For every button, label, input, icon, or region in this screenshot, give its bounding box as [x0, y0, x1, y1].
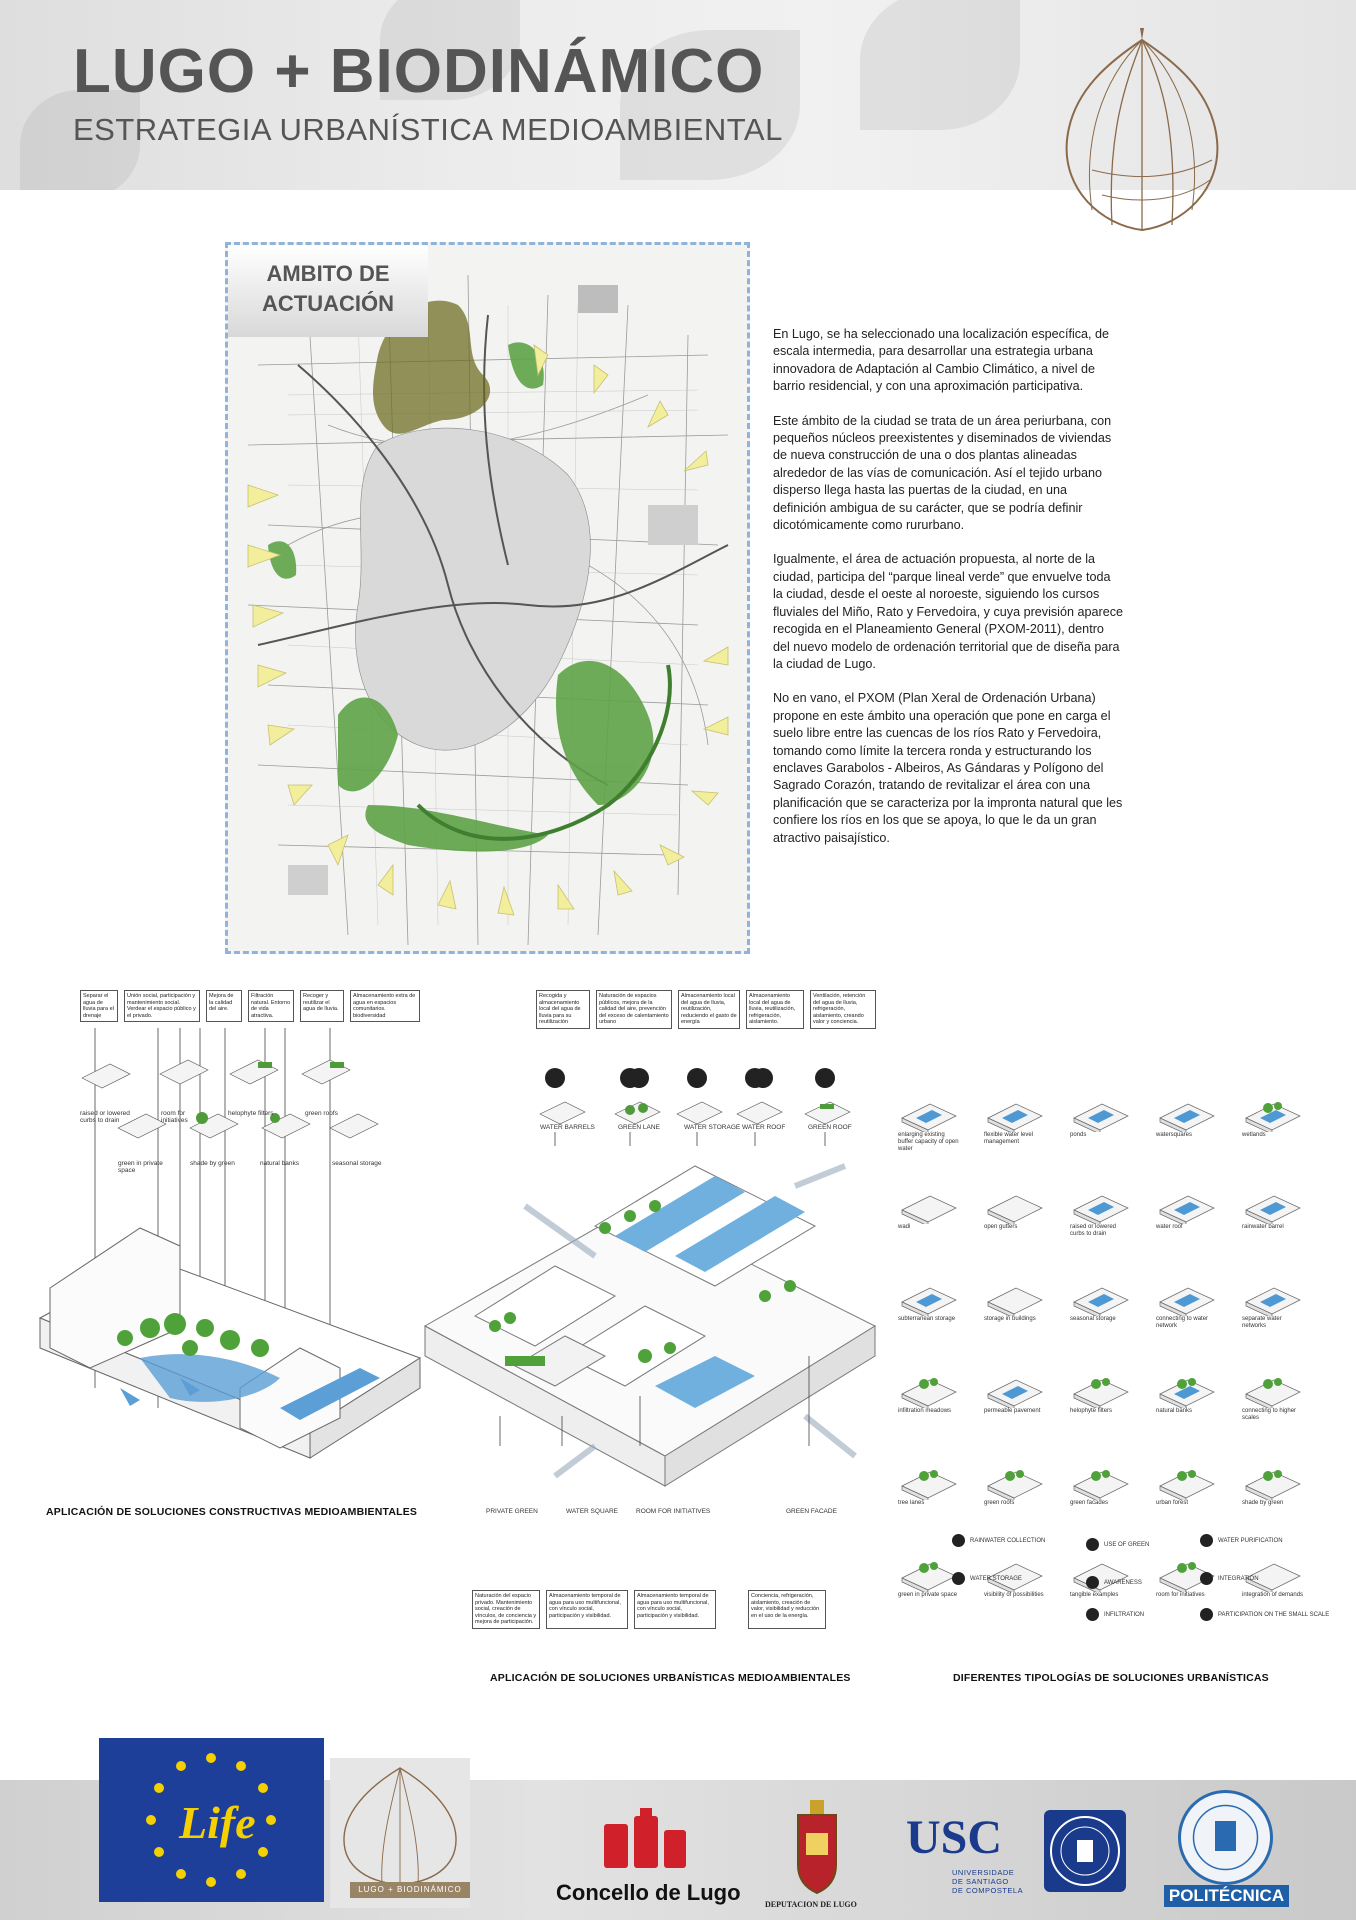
typology-tile [1070, 1272, 1132, 1334]
legend-item: USE OF GREEN [1086, 1538, 1149, 1551]
diagram-label: GREEN LANE [618, 1124, 660, 1131]
map-label-line2: ACTUACIÓN [262, 291, 394, 316]
diagram-label: GREEN FACADE [786, 1508, 837, 1515]
typology-tile [898, 1180, 960, 1242]
typology-illustration-icon [984, 1180, 1046, 1224]
typology-illustration-icon [898, 1548, 960, 1592]
typology-label: ponds [1070, 1132, 1087, 1138]
typology-tile [1070, 1088, 1132, 1150]
diagram-label: ROOM FOR INITIATIVES [636, 1508, 711, 1515]
typology-illustration-icon [1070, 1456, 1132, 1500]
map-label-line1: AMBITO DE [266, 261, 390, 286]
diagram-label: WATER ROOF [742, 1124, 786, 1131]
typology-label: shade by green [1242, 1500, 1284, 1506]
callout: Mejora de la calidad del aire. [206, 990, 242, 1022]
legend-item: AWARENESS [1086, 1576, 1142, 1589]
typology-illustration-icon [984, 1088, 1046, 1132]
typology-tile [984, 1088, 1046, 1150]
typology-tile [1156, 1088, 1218, 1150]
typology-label: flexible water level management [984, 1132, 1034, 1145]
diagram-label: natural banks [260, 1160, 300, 1167]
typology-label: connecting to higher scales [1242, 1408, 1297, 1421]
eu-life-logo [99, 1738, 324, 1902]
typology-label: wadi [898, 1224, 911, 1230]
typology-label: open gutters [984, 1224, 1018, 1230]
paragraph: No en vano, el PXOM (Plan Xeral de Ordenación Urbana) propone en este ámbito una operación que pone en carga el suelo libre entre las cuencas de los ríos Rato y Fervedoira, tomando como límite la tercera ronda y estructurando los enclaves Garabolos - Albeiros, As Gándaras y Polígono del Sagrado Corazón, tratando de revitalizar el área con una planificación que se caracteriza por la impronta natural que les confiere los ríos en los que se apoya, lo que le da un gran atractivo paisajístico. [773, 691, 1123, 845]
legend-item: WATER PURIFICATION [1200, 1534, 1283, 1547]
typology-tile [1156, 1456, 1218, 1518]
diagram-label: green in private space [118, 1160, 163, 1174]
page-subtitle: ESTRATEGIA URBANÍSTICA MEDIOAMBIENTAL [73, 112, 783, 147]
typology-label: enlarging existing buffer capacity of open water [898, 1132, 959, 1152]
upm-logo-text: POLITÉCNICA [1164, 1885, 1289, 1907]
typology-tile [1156, 1364, 1218, 1426]
typology-tile [1070, 1364, 1132, 1426]
callout: Almacenamiento temporal de agua para uso multifuncional, con vínculo social, participación y visibilidad. [634, 1590, 716, 1629]
typology-illustration-icon [984, 1456, 1046, 1500]
typology-illustration-icon [984, 1548, 1046, 1592]
callout: Recoger y reutilizar el agua de lluvia. [300, 990, 344, 1022]
typology-illustration-icon [1156, 1272, 1218, 1316]
callout: Unión social, participación y mantenimiento social. Verdear el espacio público y el privado. [124, 990, 200, 1022]
typology-illustration-icon [1070, 1272, 1132, 1316]
callout: Conciencia, refrigeración, aislamiento, creación de valor, visibilidad y reducción en el uso de la energía. [748, 1590, 826, 1629]
diagram-label: GREEN ROOF [808, 1124, 852, 1131]
callout: Almacenamiento temporal de agua para uso multifuncional, con vínculo social, participación y visibilidad. [546, 1590, 628, 1629]
typology-label: seasonal storage [1070, 1316, 1116, 1322]
callout: Separar el agua de lluvia para el drenaje [80, 990, 118, 1022]
typology-tile [898, 1456, 960, 1518]
typology-label: storage in buildings [984, 1316, 1036, 1322]
typology-illustration-icon [898, 1088, 960, 1132]
typology-tile [1242, 1456, 1304, 1518]
page-title: LUGO + BIODINÁMICO [73, 37, 765, 106]
concello-logo-icon [600, 1808, 690, 1870]
left-callouts [80, 990, 420, 1022]
paragraph: En Lugo, se ha seleccionado una localización específica, de escala intermedia, para desarrollar una estrategia urbana innovadora de Adaptación al Cambio Climático, a nivel de barrio residencial, y con una aproximación participativa. [773, 327, 1110, 394]
typology-illustration-icon [1156, 1180, 1218, 1224]
typology-illustration-icon [1156, 1456, 1218, 1500]
typology-illustration-icon [1070, 1088, 1132, 1132]
typology-illustration-icon [1242, 1180, 1304, 1224]
typology-tile [984, 1272, 1046, 1334]
typology-illustration-icon [1242, 1548, 1304, 1592]
usc-seal-icon [1044, 1810, 1126, 1892]
leaf-decoration [860, 0, 1020, 130]
typology-tile [1242, 1272, 1304, 1334]
typology-label: separate water networks [1242, 1316, 1282, 1329]
typology-tile [984, 1180, 1046, 1242]
middle-bottom-callouts [472, 1590, 826, 1629]
typology-tile [1070, 1180, 1132, 1242]
legend-item: PARTICIPATION ON THE SMALL SCALE [1200, 1608, 1329, 1621]
diagram-label: WATER BARRELS [540, 1124, 595, 1131]
typology-illustration-icon [1242, 1088, 1304, 1132]
diagram-label: seasonal storage [332, 1160, 382, 1167]
typology-label: green facades [1070, 1500, 1109, 1506]
diagram-label: helophyte filters [228, 1110, 274, 1117]
typology-label: green roofs [984, 1500, 1015, 1506]
typology-label: urban forest [1156, 1500, 1189, 1506]
typology-illustration-icon [1070, 1364, 1132, 1408]
site-map [225, 242, 750, 954]
callout: Almacenamiento local del agua de lluvia, reutilización, refrigeración, aislamiento. [746, 990, 804, 1029]
onion-icon [330, 1758, 470, 1888]
usc-logo-subtitle: UNIVERSIDADE DE SANTIAGO DE COMPOSTELA [952, 1868, 1024, 1895]
deputacion-logo-text: DEPUTACION DE LUGO [765, 1900, 857, 1909]
callout: Almacenamiento extra de agua en espacios comunitarios. biodiversidad [350, 990, 420, 1022]
paragraph: Este ámbito de la ciudad se trata de un área periurbana, con pequeños núcleos preexistentes y diseminados de viviendas de nueva construcción de una o dos plantas alineadas alrededor de las vías de comunicación. Así el tejido urbano disperso llega hasta las puertas de la ciudad, en una definición ambigua de su carácter, que se podría definir dicotómicamente como rururbano. [773, 413, 1112, 533]
typology-label: green in private space [898, 1592, 958, 1598]
caption-right: DIFERENTES TIPOLOGÍAS DE SOLUCIONES URBANÍSTICAS [953, 1672, 1269, 1684]
typology-illustration-icon [898, 1456, 960, 1500]
typology-label: visibility of possibilities [984, 1592, 1044, 1598]
upm-seal-icon [1178, 1790, 1273, 1885]
deputacion-coat-of-arms-icon [788, 1795, 846, 1895]
legend-item: RAINWATER COLLECTION [952, 1534, 1045, 1547]
concello-logo-text: Concello de Lugo [556, 1880, 741, 1905]
typology-label: rainwater barrel [1242, 1224, 1284, 1230]
diagram-label: WATER SQUARE [566, 1508, 619, 1515]
typology-label: raised or lowered curbs to drain [1070, 1224, 1117, 1237]
typology-tile [1070, 1456, 1132, 1518]
typology-label: water roof [1156, 1224, 1183, 1230]
callout: Filtración natural. Entorno de vida atractiva. [248, 990, 294, 1022]
typology-tile [1242, 1364, 1304, 1426]
body-text [773, 326, 1123, 864]
typology-label: tangible examples [1070, 1592, 1119, 1598]
callout: Naturación del espacio privado. Mantenimiento social, creación de vínculos, de conciencia y mejora de participación. [472, 1590, 540, 1629]
typology-tile [898, 1088, 960, 1150]
paragraph: Igualmente, el área de actuación propuesta, al norte de la ciudad, participa del “parque lineal verde” que envuelve toda la ciudad, desde el oeste al noroeste, siguiendo los cursos fluviales del Miño, Rato y Fervedoira, y cuya previsión aparece recogida en el Planeamiento General (PXOM-2011), dentro del nuevo modelo de ordenación territorial que de diseña para la ciudad de Lugo. [773, 552, 1123, 671]
typology-illustration-icon [898, 1364, 960, 1408]
diagram-label: room for initiatives [161, 1110, 188, 1124]
diagram-label: green roofs [305, 1110, 338, 1117]
typology-label: integration of demands [1242, 1592, 1304, 1598]
callout: Ventilación, retención del agua de lluvia, refrigeración, aislamiento, creando valor y conciencia. [810, 990, 876, 1029]
typology-tile [1242, 1088, 1304, 1150]
callout: Almacenamiento local del agua de lluvia, reutilización, reduciendo el gasto de energía [678, 990, 740, 1029]
typology-illustration-icon [1070, 1180, 1132, 1224]
typology-label: connecting to water network [1156, 1316, 1209, 1329]
callout: Recogida y almacenamiento local del agua de lluvia para su reutilización [536, 990, 590, 1029]
typology-label: subterranean storage [898, 1316, 956, 1322]
typology-illustration-icon [1156, 1364, 1218, 1408]
typology-illustration-icon [1156, 1548, 1218, 1592]
typology-illustration-icon [984, 1272, 1046, 1316]
typology-label: natural banks [1156, 1408, 1193, 1414]
typology-illustration-icon [1242, 1456, 1304, 1500]
typology-illustration-icon [1156, 1088, 1218, 1132]
city-map-graphic [228, 245, 750, 954]
onion-icon [1052, 20, 1232, 250]
typology-tile [984, 1364, 1046, 1426]
typology-tile [1242, 1180, 1304, 1242]
typology-label: tree lanes [898, 1500, 925, 1506]
diagram-label: WATER STORAGE [684, 1124, 741, 1131]
life-text: Life [179, 1797, 256, 1848]
legend-item: INFILTRATION [1086, 1608, 1144, 1621]
callout: Naturación de espacios públicos, mejora de la calidad del aire, prevención del exceso de calentamiento urbano [596, 990, 672, 1029]
typology-illustration-icon [1242, 1272, 1304, 1316]
diagram-label: PRIVATE GREEN [486, 1508, 538, 1515]
legend-item: INTEGRATION [1200, 1572, 1259, 1585]
diagram-label: shade by green [190, 1160, 235, 1167]
typology-tile [984, 1456, 1046, 1518]
typology-illustration-icon [898, 1180, 960, 1224]
caption-left: APLICACIÓN DE SOLUCIONES CONSTRUCTIVAS MEDIOAMBIENTALES [46, 1506, 418, 1518]
typology-label: infiltration meadows [898, 1408, 952, 1414]
typology-tile [1156, 1272, 1218, 1334]
project-logo-label: LUGO + BIODINÁMICO [350, 1882, 470, 1898]
typology-label: wetlands [1242, 1132, 1266, 1138]
typology-label: room for initiatives [1156, 1592, 1205, 1598]
typology-tile [898, 1272, 960, 1334]
typology-label: watersquares [1156, 1132, 1193, 1138]
usc-logo-text: USC [906, 1811, 1003, 1864]
legend-item: WATER STORAGE [952, 1572, 1022, 1585]
middle-top-callouts [536, 990, 876, 1029]
caption-middle: APLICACIÓN DE SOLUCIONES URBANÍSTICAS MEDIOAMBIENTALES [490, 1672, 851, 1684]
typology-label: helophyte filters [1070, 1408, 1113, 1414]
typology-label: permeable pavement [984, 1408, 1041, 1414]
typology-illustration-icon [898, 1272, 960, 1316]
typology-tile [1156, 1180, 1218, 1242]
typology-illustration-icon [984, 1364, 1046, 1408]
typology-tile [898, 1364, 960, 1426]
typology-tile [898, 1548, 960, 1610]
map-label-box [228, 245, 428, 337]
typology-illustration-icon [1242, 1364, 1304, 1408]
left-axonometric-diagram [30, 1028, 450, 1488]
diagram-label: raised or lowered curbs to drain [80, 1110, 130, 1124]
